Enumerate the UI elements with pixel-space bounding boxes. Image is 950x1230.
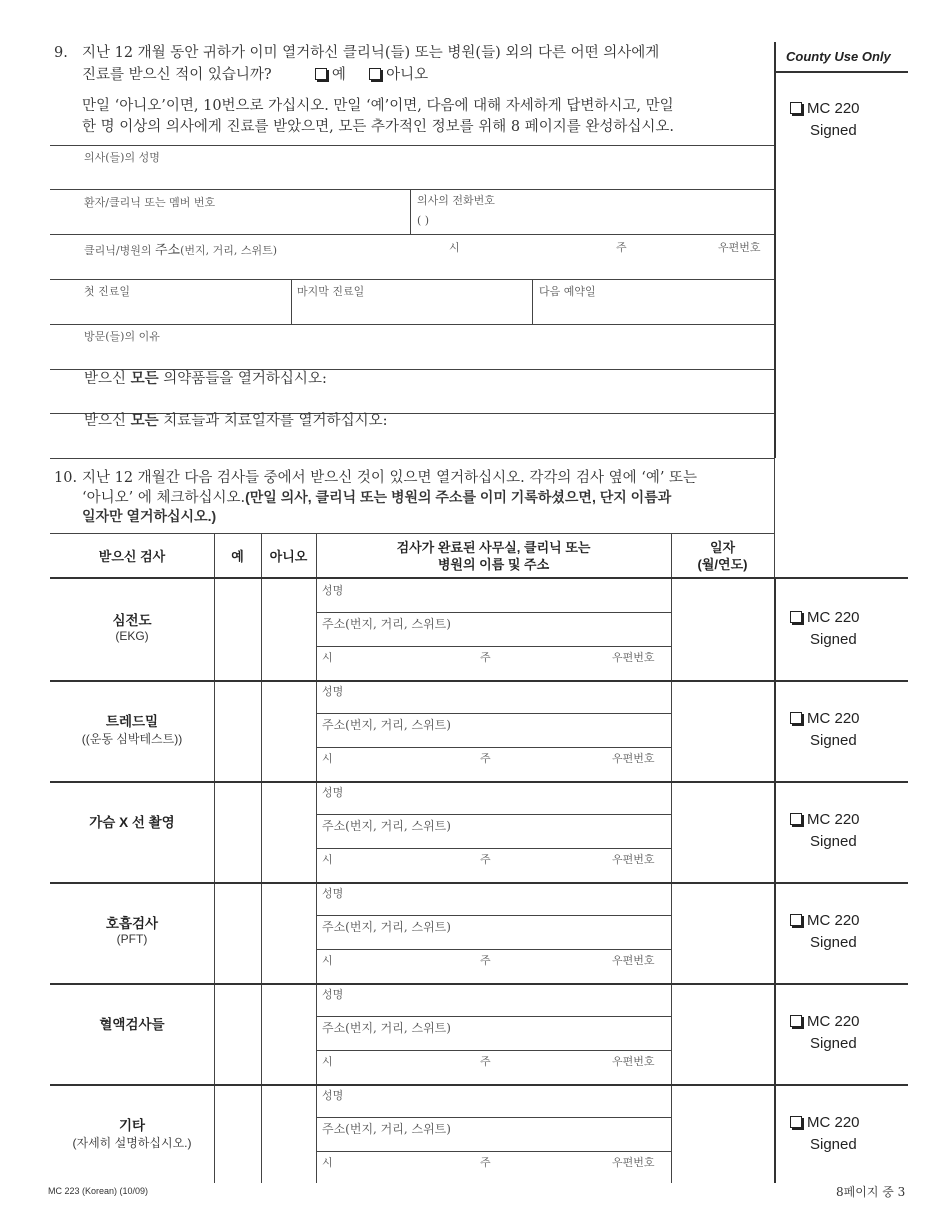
header-place: 검사가 완료된 사무실, 클리닉 또는 병원의 이름 및 주소 xyxy=(396,540,591,572)
test-row-label: 심전도 (EKG) xyxy=(112,613,152,643)
q9-yes-option[interactable]: 예 xyxy=(315,67,346,83)
test-date-cell[interactable] xyxy=(671,781,774,882)
doctor-name-field[interactable]: 의사(들)의 성명 xyxy=(84,151,160,164)
mc220-signed[interactable]: MC 220 Signed xyxy=(790,1011,860,1055)
last-visit-field[interactable]: 마지막 진료일 xyxy=(297,285,365,298)
test-place-address[interactable]: 주소(번지, 거리, 스위트) xyxy=(322,1021,451,1035)
test-city: 시 xyxy=(322,651,333,664)
county-column-border xyxy=(774,42,776,458)
county-title-rule xyxy=(776,71,908,73)
city-label: 시 xyxy=(449,241,460,254)
test-state: 주 xyxy=(480,651,491,664)
test-place-name[interactable]: 성명 xyxy=(322,887,344,900)
test-state: 주 xyxy=(480,1156,491,1169)
test-city: 시 xyxy=(322,752,333,765)
checkbox-icon[interactable] xyxy=(790,611,802,623)
test-no-cell[interactable] xyxy=(261,1084,316,1185)
form-id: MC 223 (Korean) (10/09) xyxy=(48,1186,149,1196)
mc220-signed[interactable]: MC 220 Signed xyxy=(790,809,860,853)
test-state: 주 xyxy=(480,752,491,765)
mc220-signed[interactable]: MC 220 Signed xyxy=(790,708,860,752)
checkbox-icon[interactable] xyxy=(790,1116,802,1128)
test-yes-cell[interactable] xyxy=(214,983,261,1084)
test-no-cell[interactable] xyxy=(261,579,316,680)
test-place-address[interactable]: 주소(번지, 거리, 스위트) xyxy=(322,920,451,934)
q10-question-line1: 지난 12 개월간 다음 검사들 중에서 받으신 것이 있으면 열거하십시오. 각각의 검사 옆에 ‘예’ 또는 xyxy=(82,470,698,486)
test-zip: 우편번호 xyxy=(612,1055,655,1068)
test-row-label: 트레드밀 ((운동 심박테스트)) xyxy=(81,714,183,746)
test-no-cell[interactable] xyxy=(261,983,316,1084)
checkbox-icon[interactable] xyxy=(790,914,802,926)
first-visit-field[interactable]: 첫 진료일 xyxy=(84,285,131,298)
test-date-cell[interactable] xyxy=(671,680,774,781)
q10-number: 10. xyxy=(54,470,78,486)
mc220-signed-q9[interactable]: MC 220 Signed xyxy=(790,98,860,142)
test-no-cell[interactable] xyxy=(261,882,316,983)
treatments-field[interactable]: 받으신 모든 치료들과 치료일자를 열거하십시오: xyxy=(84,413,388,429)
test-zip: 우편번호 xyxy=(612,651,655,664)
test-place-address[interactable]: 주소(번지, 거리, 스위트) xyxy=(322,617,451,631)
test-place-address[interactable]: 주소(번지, 거리, 스위트) xyxy=(322,1122,451,1136)
q9-instruction-line2: 한 명 이상의 의사에게 진료를 받았으면, 모든 추가적인 정보를 위해 8 페이지를 완성하십시오. xyxy=(82,119,675,135)
checkbox-icon[interactable] xyxy=(790,712,802,724)
test-zip: 우편번호 xyxy=(612,853,655,866)
next-appointment-field[interactable]: 다음 예약일 xyxy=(539,285,596,298)
test-yes-cell[interactable] xyxy=(214,680,261,781)
test-place-address[interactable]: 주소(번지, 거리, 스위트) xyxy=(322,819,451,833)
test-zip: 우편번호 xyxy=(612,954,655,967)
test-zip: 우편번호 xyxy=(612,752,655,765)
test-place-name[interactable]: 성명 xyxy=(322,988,344,1001)
test-row-label: 기타 (자세히 설명하십시오.) xyxy=(72,1118,192,1150)
test-yes-cell[interactable] xyxy=(214,1084,261,1185)
q9-question-line2: 진료를 받으신 적이 있습니까? 예 아니오 xyxy=(82,67,429,83)
checkbox-icon[interactable] xyxy=(790,813,802,825)
test-yes-cell[interactable] xyxy=(214,781,261,882)
page-number: 8페이지 중 3 xyxy=(836,1185,906,1199)
test-date-cell[interactable] xyxy=(671,983,774,1084)
test-place-name[interactable]: 성명 xyxy=(322,685,344,698)
test-state: 주 xyxy=(480,853,491,866)
state-label: 주 xyxy=(616,241,627,254)
test-date-cell[interactable] xyxy=(671,1084,774,1185)
visit-reason-field[interactable]: 방문(들)의 이유 xyxy=(84,330,160,343)
checkbox-icon[interactable] xyxy=(790,102,802,114)
header-date: 일자 (월/연도) xyxy=(697,540,748,572)
test-state: 주 xyxy=(480,1055,491,1068)
test-no-cell[interactable] xyxy=(261,680,316,781)
header-test: 받으신 검사 xyxy=(98,549,166,564)
test-city: 시 xyxy=(322,1055,333,1068)
test-zip: 우편번호 xyxy=(612,1156,655,1169)
q10-question-line3: 일자만 열거하십시오.) xyxy=(82,508,217,524)
county-use-only-title: County Use Only xyxy=(786,49,891,64)
test-place-name[interactable]: 성명 xyxy=(322,584,344,597)
test-row-label: 가슴 X 선 촬영 xyxy=(89,815,175,830)
mc220-signed[interactable]: MC 220 Signed xyxy=(790,910,860,954)
q10-question-line2: ‘아니오’ 에 체크하십시오.(만일 의사, 클리닉 또는 병원의 주소를 이미 기록하셨으면, 단지 이름과 xyxy=(82,489,672,506)
test-state: 주 xyxy=(480,954,491,967)
header-no: 아니오 xyxy=(269,549,308,564)
mc220-signed[interactable]: MC 220 Signed xyxy=(790,1112,860,1156)
mc220-signed[interactable]: MC 220 Signed xyxy=(790,607,860,651)
test-row-label: 혈액검사들 xyxy=(99,1017,165,1032)
test-no-cell[interactable] xyxy=(261,781,316,882)
medications-field[interactable]: 받으신 모든 의약품들을 열거하십시오: xyxy=(84,371,327,387)
test-city: 시 xyxy=(322,954,333,967)
q9-question-line1: 지난 12 개월 동안 귀하가 이미 열거하신 클리닉(들) 또는 병원(들) 외의 다른 어떤 의사에게 xyxy=(82,45,660,61)
test-city: 시 xyxy=(322,1156,333,1169)
test-row-label: 호흡검사 (PFT) xyxy=(105,916,159,946)
header-yes: 예 xyxy=(231,549,244,564)
checkbox-icon[interactable] xyxy=(315,68,327,80)
test-date-cell[interactable] xyxy=(671,579,774,680)
test-city: 시 xyxy=(322,853,333,866)
q9-instruction-line1: 만일 ‘아니오’이면, 10번으로 가십시오. 만일 ‘예’이면, 다음에 대해 자세하게 답변하시고, 만일 xyxy=(82,98,674,114)
test-date-cell[interactable] xyxy=(671,882,774,983)
test-place-name[interactable]: 성명 xyxy=(322,1089,344,1102)
q9-number: 9. xyxy=(54,45,68,61)
test-place-address[interactable]: 주소(번지, 거리, 스위트) xyxy=(322,718,451,732)
q9-no-option[interactable]: 아니오 xyxy=(369,67,428,83)
patient-id-field[interactable]: 환자/클리닉 또는 멤버 번호 xyxy=(84,196,216,209)
checkbox-icon[interactable] xyxy=(790,1015,802,1027)
zip-label: 우편번호 xyxy=(718,241,761,254)
doctor-phone-field[interactable]: 의사의 전화번호 xyxy=(417,194,495,207)
phone-area-code: ( ) xyxy=(417,214,430,227)
test-yes-cell[interactable] xyxy=(214,882,261,983)
test-yes-cell[interactable] xyxy=(214,579,261,680)
checkbox-icon[interactable] xyxy=(369,68,381,80)
test-place-name[interactable]: 성명 xyxy=(322,786,344,799)
clinic-address-field[interactable]: 클리닉/병원의 주소(번지, 거리, 스위트) xyxy=(84,243,278,258)
